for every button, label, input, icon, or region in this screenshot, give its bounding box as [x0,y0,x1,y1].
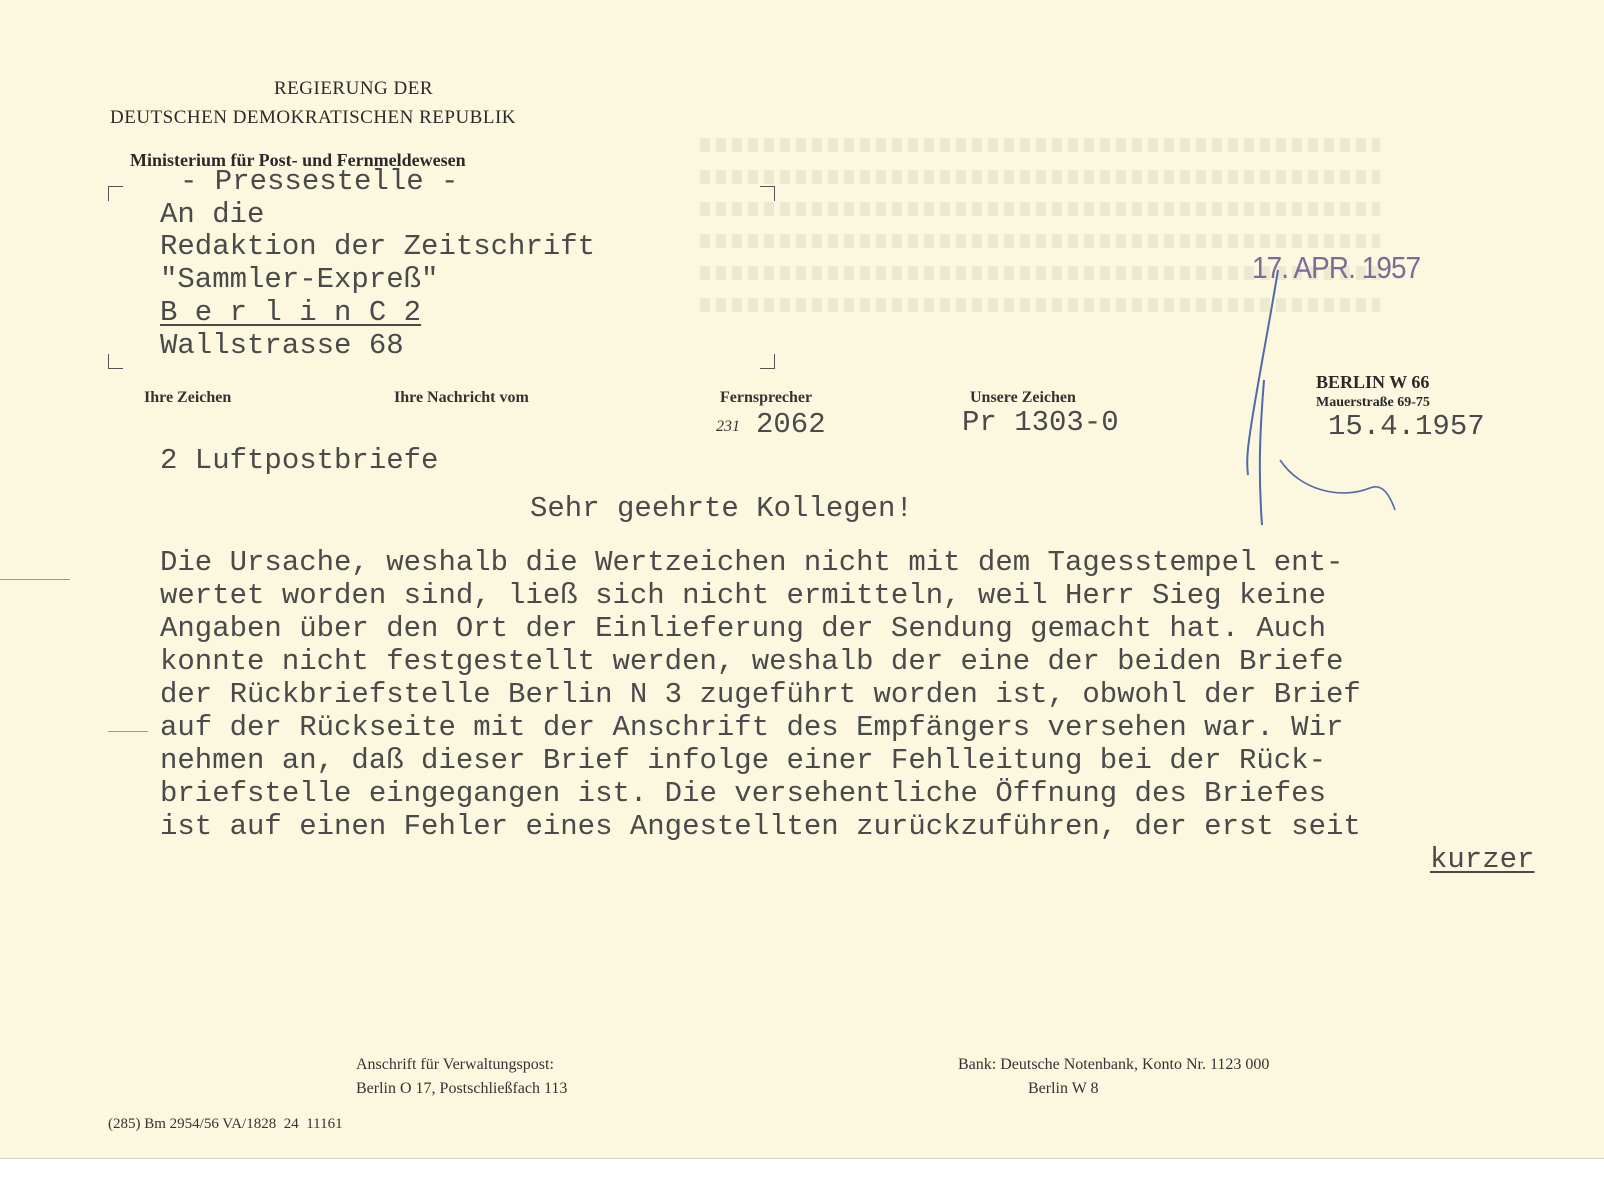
footer-admin-address: Berlin O 17, Postschließfach 113 [356,1080,568,1097]
unsere-zeichen-value: Pr 1303-0 [962,406,1119,439]
fernsprecher-label: Fernsprecher [720,389,813,406]
fernsprecher-value: 2062 [756,408,826,441]
continuation-word: kurzer [1430,843,1535,876]
recipient-line-1: An die [160,198,265,231]
office-street: Mauerstraße 69-75 [1316,395,1430,410]
body-line-9: ist auf einen Fehler eines Angestellten zurückzuführen, der erst seit [160,810,1361,843]
body-line-2: wertet worden sind, ließ sich nicht ermitteln, weil Herr Sieg keine [160,579,1326,612]
unsere-zeichen-label: Unsere Zeichen [970,389,1076,406]
body-line-6: auf der Rückseite mit der Anschrift des Empfängers versehen war. Wir [160,711,1344,744]
footer-bank-city: Berlin W 8 [1028,1080,1099,1097]
form-number: (285) Bm 2954/56 VA/1828 24 11161 [108,1116,343,1132]
recipient-city: B e r l i n C 2 [160,296,422,329]
body-line-7: nehmen an, daß dieser Brief infolge einer Fehlleitung bei der Rück- [160,744,1326,777]
window-corner-bottom-left [108,354,123,369]
letterhead-line-1: REGIERUNG DER [274,78,434,99]
letter-date: 15.4.1957 [1328,410,1485,443]
letter-salutation: Sehr geehrte Kollegen! [530,492,913,525]
office-place: BERLIN W 66 [1316,372,1430,392]
ministry-name: Ministerium für Post- und Fernmeldewesen [130,150,466,170]
window-corner-top-left [108,186,123,201]
letterhead-line-2: DEUTSCHEN DEMOKRATISCHEN REPUBLIK [110,107,517,128]
body-line-1: Die Ursache, weshalb die Wertzeichen nicht mit dem Tagesstempel ent- [160,546,1344,579]
recipient-line-2: Redaktion der Zeitschrift [160,230,596,263]
recipient-line-3: "Sammler-Expreß" [160,263,439,296]
received-date-stamp: 17. APR. 1957 [1252,250,1421,285]
letter-subject: 2 Luftpostbriefe [160,444,439,477]
body-line-5: der Rückbriefstelle Berlin N 3 zugeführt worden ist, obwohl der Brief [160,678,1361,711]
fold-mark [0,579,70,580]
ihre-zeichen-label: Ihre Zeichen [144,389,232,406]
punch-mark [108,731,148,732]
body-line-8: briefstelle eingegangen ist. Die versehentliche Öffnung des Briefes [160,777,1326,810]
sender-department: - Pressestelle - [180,165,459,198]
body-line-4: konnte nicht festgestellt werden, weshalb der eine der beiden Briefe [160,645,1344,678]
footer-bank-line: Bank: Deutsche Notenbank, Konto Nr. 1123 000 [958,1056,1270,1073]
fernsprecher-prefix: 231 [716,418,740,435]
body-line-3: Angaben über den Ort der Einlieferung der Sendung gemacht hat. Auch [160,612,1326,645]
window-corner-bottom-right [760,354,775,369]
window-corner-top-right [760,186,775,201]
footer-admin-label: Anschrift für Verwaltungspost: [356,1056,554,1073]
recipient-street: Wallstrasse 68 [160,329,404,362]
ihre-nachricht-label: Ihre Nachricht vom [394,389,529,406]
